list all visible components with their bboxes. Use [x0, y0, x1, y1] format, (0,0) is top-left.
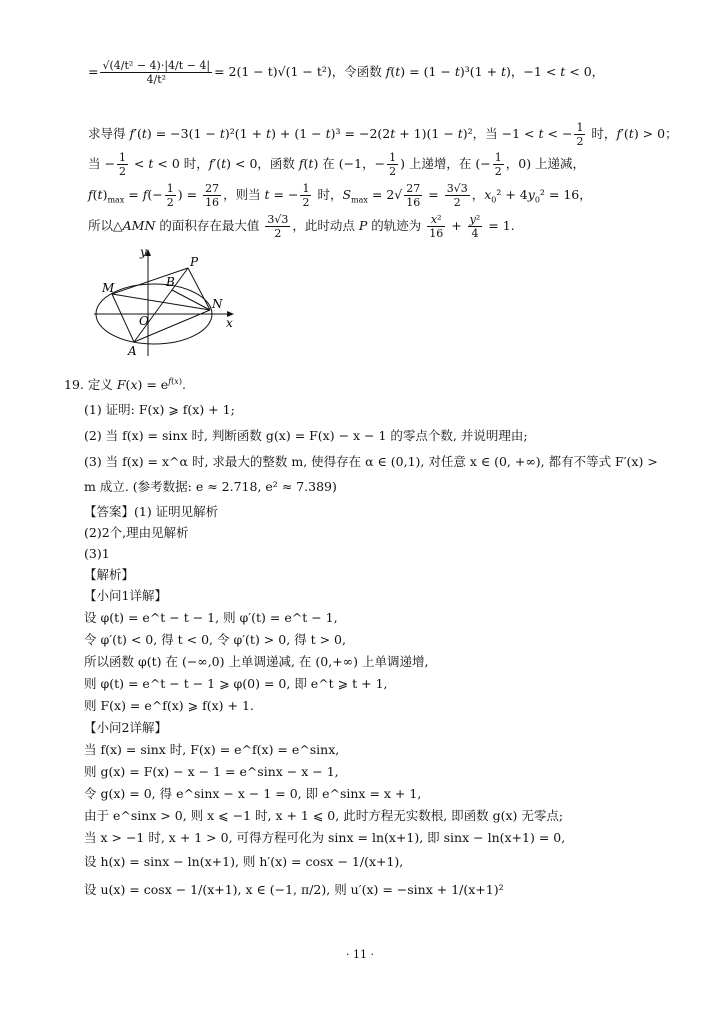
- derivation-line-4: $f(t)_{max} = f(-$ $\frac{1}{2}$ ) = $\frac{27}{16}$ ，则当 t = − $\frac{1}{2}$ 时，$S_{max} = 2√$ $\frac{27}{16}$ = $\frac{3√3}{2}$ ，$x_0^2 + 4y_0^2 = 16$，: [88, 182, 592, 209]
- line-MA: [112, 294, 134, 342]
- label-N: N: [212, 297, 223, 311]
- s1-line-3: 所以函数 φ(t) 在 (−∞,0) 上单调递减, 在 (0,+∞) 上单调递增,: [84, 654, 429, 669]
- sub-question-2-heading: 【小问2详解】: [84, 720, 167, 735]
- s1-line-2: 令 φ′(t) < 0, 得 t < 0, 令 φ′(t) > 0, 得 t > 0,: [84, 632, 346, 647]
- problem-q1: (1) 证明: F(x) ⩾ f(x) + 1;: [84, 402, 235, 417]
- problem-q3-line1: (3) 当 f(x) = x^α 时, 求最大的整数 m, 使得存在 α ∈ (0,1), 对任意 x ∈ (0, +∞), 都有不等式 F′(x) >: [84, 454, 658, 469]
- s1-line-4: 则 φ(t) = e^t − t − 1 ⩾ φ(0) = 0, 即 e^t ⩾ t + 1,: [84, 676, 388, 691]
- label-P: P: [190, 255, 199, 269]
- problem-definition: 19. 定义 $F(x) = e^{f(x)}$.: [64, 377, 186, 393]
- derivation-line-2: 求导得 f′(t) = −3(1 − t)²(1 + t) + (1 − t)³ = −2(2t + 1)(1 − t)²，当 −1 < t < − $\frac{1}{2}$ 时，f′(t) > 0；: [88, 121, 678, 148]
- label-A: A: [128, 344, 137, 358]
- ellipse-figure: [92, 244, 242, 360]
- label-B: B: [166, 275, 175, 289]
- s2-line-7: 设 u(x) = cosx − 1/(x+1), x ∈ (−1, π/2), 则 u′(x) = −sinx + 1/(x+1)²: [84, 882, 504, 897]
- s2-line-2: 则 g(x) = F(x) − x − 1 = e^sinx − x − 1,: [84, 764, 339, 779]
- derivation-line-1: = $\frac{\text{√(4/t² − 4)·|4/t − 4|}}{\text{4/t²}}$ = 2(1 − t)√(1 − t²)，令函数 f(t) = (1 − t)³(1 + t)，−1 < t < 0，: [88, 59, 605, 86]
- answer-heading: 【答案】(1) 证明见解析: [84, 504, 219, 519]
- s1-line-5: 则 F(x) = e^f(x) ⩾ f(x) + 1.: [84, 698, 254, 713]
- page-number: · 11 ·: [346, 948, 374, 961]
- problem-q2: (2) 当 f(x) = sinx 时, 判断函数 g(x) = F(x) − x − 1 的零点个数, 并说明理由;: [84, 428, 528, 443]
- label-O: O: [139, 314, 149, 328]
- label-x: x: [226, 316, 233, 330]
- sub-question-1-heading: 【小问1详解】: [84, 588, 167, 603]
- label-y: y: [140, 245, 147, 259]
- answer-2: (2)2个,理由见解析: [84, 525, 189, 540]
- s2-line-3: 令 g(x) = 0, 得 e^sinx − x − 1 = 0, 即 e^sinx = x + 1,: [84, 786, 422, 801]
- derivation-line-3: 当 − $\frac{1}{2}$ < t < 0 时，f′(t) < 0，函数 f(t) 在 (−1，− $\frac{1}{2}$ ) 上递增，在 (− $\frac{1}{2}$ ，0) 上递减，: [88, 151, 586, 178]
- problem-q3-line2: m 成立. (参考数据: e ≈ 2.718, e² ≈ 7.389): [84, 479, 337, 494]
- s2-line-6: 设 h(x) = sinx − ln(x+1), 则 h′(x) = cosx − 1/(x+1),: [84, 854, 404, 869]
- s2-line-5: 当 x > −1 时, x + 1 > 0, 可得方程可化为 sinx = ln(x+1), 即 sinx − ln(x+1) = 0,: [84, 830, 566, 845]
- s1-line-1: 设 φ(t) = e^t − t − 1, 则 φ′(t) = e^t − 1,: [84, 610, 338, 625]
- answer-3: (3)1: [84, 546, 110, 561]
- derivation-line-5: 所以△AMN 的面积存在最大值 $\frac{3√3}{2}$ ，此时动点 P 的轨迹为 $\frac{\text{x²}}{16}$ + $\frac{\text{y²}}{4}$ = 1.: [88, 213, 515, 240]
- label-M: M: [102, 281, 115, 295]
- line-MP: [112, 268, 188, 294]
- analysis-heading: 【解析】: [84, 567, 135, 582]
- s2-line-1: 当 f(x) = sinx 时, F(x) = e^f(x) = e^sinx,: [84, 742, 340, 757]
- s2-line-4: 由于 e^sinx > 0, 则 x ⩽ −1 时, x + 1 ⩽ 0, 此时方程无实数根, 即函数 g(x) 无零点;: [84, 808, 564, 823]
